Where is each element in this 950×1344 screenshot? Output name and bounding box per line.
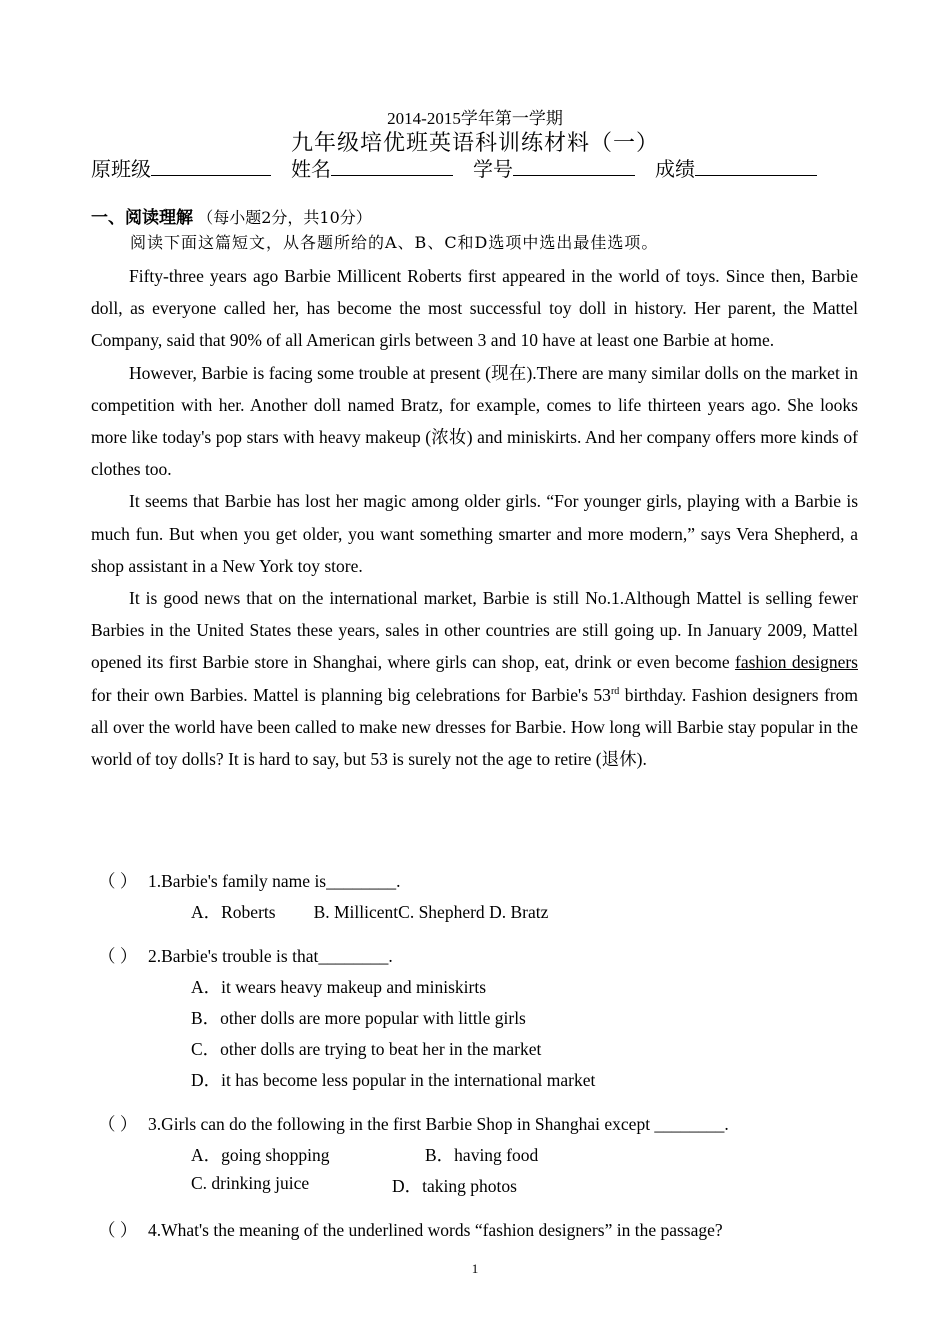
answer-paren[interactable]: （ ） [98,1114,138,1134]
q1-option-a: A．Roberts [191,902,276,922]
student-info-line [91,153,817,182]
class-blank[interactable] [151,155,271,176]
question-2 [98,943,393,968]
q1-option-d: D. Bratz [489,902,549,922]
question-3 [98,1111,729,1136]
q2-option-b: B．other dolls are more popular with little girls [191,1008,526,1028]
page-number: 1 [471,1261,479,1276]
q2-option-c: C．other dolls are trying to beat her in the market [191,1039,542,1059]
q1-option-c: C. Shepherd [398,902,485,922]
answer-paren[interactable]: （ ） [98,946,138,966]
score-blank[interactable] [695,155,817,176]
q3-option-c: C. drinking juice [191,1173,310,1193]
section-score-note: （每小题2分，共10分） [197,208,372,227]
document-title: 九年级培优班英语科训练材料（一） [290,131,659,156]
section-instruction: 阅读下面这篇短文，从各题所给的A、B、C和D选项中选出最佳选项。 [130,233,659,252]
q3-option-a: A．going shopping [191,1145,330,1165]
score-label: 成绩 [655,157,695,181]
q1-option-b: B. Millicent [313,902,399,922]
q2-option-a: A．it wears heavy makeup and miniskirts [191,977,487,997]
passage-paragraph-3: It seems that Barbie has lost her magic among older girls. “For younger girls, playing with a Barbie is much fun. But when you get older, you want something smarter and more modern,” says Vera Shepherd, a shop assistant in a New York toy store. [91,491,858,576]
question-4-stem: 4.What's the meaning of the underlined words “fashion designers” in the passage? [148,1220,723,1240]
q2-option-d: D．it has become less popular in the international market [191,1070,596,1090]
p4-text-c: birthday. Fashion designers from all over the world have been called to make new dresses for Barbie. How long will Barbie stay popular in the world of toy dolls? It is hard to say, but 53 is surely not the age to retire (退休). [91,684,858,770]
question-4 [98,1217,723,1242]
ordinal-superscript: rd [610,685,620,697]
passage-paragraph-1: Fifty-three years ago Barbie Millicent Roberts first appeared in the world of toys. Since then, Barbie doll, as everyone called her, has become the most successful toy doll in history. Her parent, the Mattel Company, said that 90% of all American girls between 3 and 10 have at least one Barbie at home. [91,266,858,351]
question-3-stem: 3.Girls can do the following in the first Barbie Shop in Shanghai except ________. [148,1114,729,1134]
section-title: 一、阅读理解 [91,208,193,228]
class-label: 原班级 [91,157,151,181]
reading-passage [91,260,858,775]
answer-paren[interactable]: （ ） [98,1220,138,1240]
underlined-phrase: fashion designers [735,652,858,673]
p4-text-b: for their own Barbies. Mattel is planning big celebrations for Barbie's 53 [91,684,611,705]
question-1-options [191,899,548,924]
answer-paren[interactable]: （ ） [98,871,138,891]
name-blank[interactable] [331,155,453,176]
q3-option-b: B．having food [425,1145,539,1165]
p4-text-a: It is good news that on the international market, Barbie is still No.1.Although Mattel is selling fewer Barbies in the United States these years, sales in other countries are still going up. In January 2009, Mattel opened its first Barbie store in Shanghai, where girls can shop, eat, drink or even become [91,588,858,673]
student-number-blank[interactable] [513,155,635,176]
q3-option-d: D．taking photos [392,1176,517,1196]
section-heading [91,203,372,228]
question-1-stem: 1.Barbie's family name is________. [148,871,401,891]
passage-paragraph-4 [91,582,858,775]
passage-paragraph-2: However, Barbie is facing some trouble at present (现在).There are many similar dolls on the market in competition with her. Another doll named Bratz, for example, comes to life thirteen years ago. She looks more like today's pop stars with heavy makeup (浓妆) and miniskirts. And her company offers more kinds of clothes too. [91,362,858,480]
semester-label: 2014-2015学年第一学期 [387,109,563,128]
question-2-stem: 2.Barbie's trouble is that________. [148,946,393,966]
student-number-label: 学号 [473,157,513,181]
question-1 [98,868,401,893]
name-label: 姓名 [291,157,331,181]
